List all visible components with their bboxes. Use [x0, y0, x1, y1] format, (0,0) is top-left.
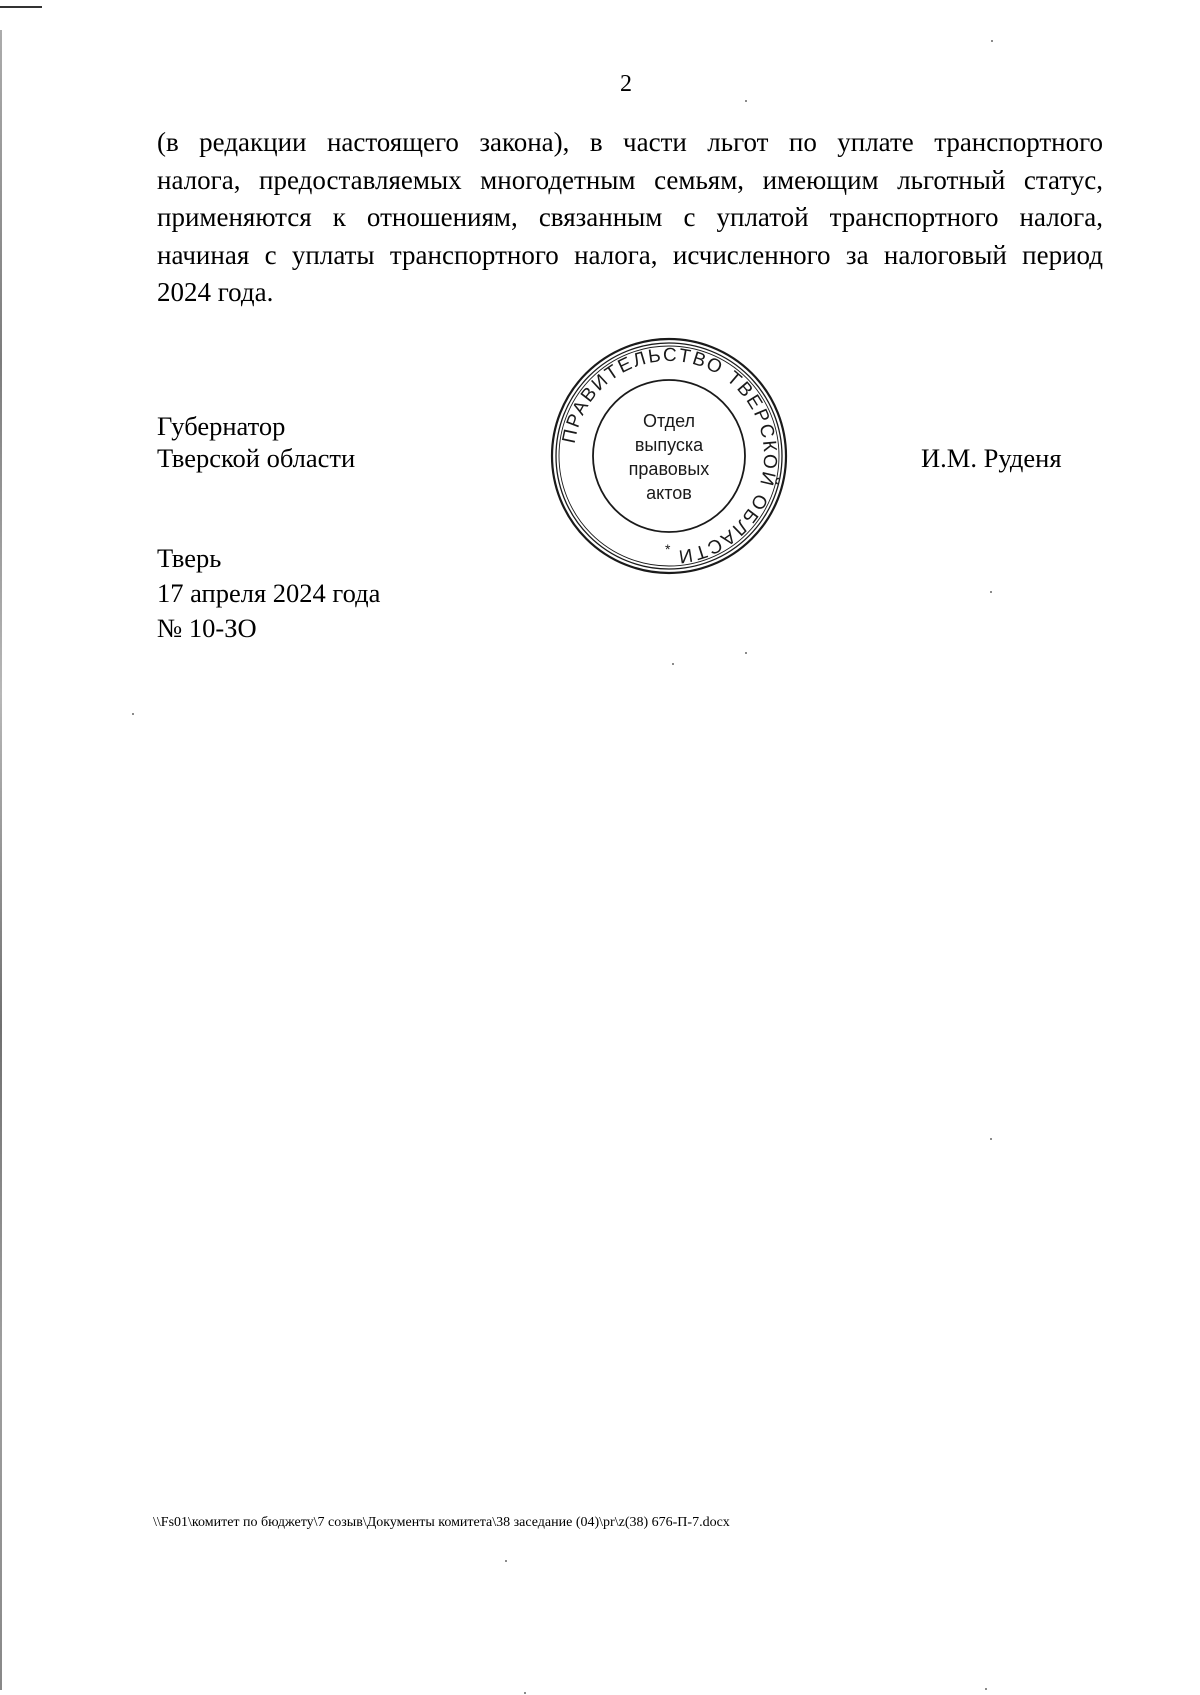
scan-speck	[985, 1688, 987, 1690]
body-line: начиная с уплаты транспортного налога, исчисленного за налоговый период	[157, 239, 1103, 270]
body-line: налога, предоставляемых многодетным семьям, имеющим льготный статус,	[157, 164, 1103, 195]
law-number: № 10-ЗО	[157, 613, 257, 643]
signer-name: И.М. Руденя	[921, 443, 1062, 473]
scan-edge-left	[0, 30, 2, 1690]
stamp-ring-textpath: ПРАВИТЕЛЬСТВО ТВЕРСКОЙ ОБЛАСТИ	[558, 344, 781, 567]
stamp-star: *	[665, 541, 671, 557]
scan-speck	[132, 713, 134, 715]
stamp-center-line: выпуска	[634, 435, 704, 455]
issue-date: 17 апреля 2024 года	[157, 578, 381, 608]
stamp-center-line: правовых	[628, 459, 710, 479]
scan-speck	[745, 652, 747, 654]
issue-city: Тверь	[157, 543, 222, 573]
file-path-footer: \\Fs01\комитет по бюджету\7 созыв\Документы комитета\38 заседание (04)\pr\z(38) 676-П-7.docx	[153, 1515, 730, 1530]
issue-details	[157, 541, 380, 646]
signatory-title-line: Тверской области	[157, 443, 356, 473]
stamp-center-line: актов	[646, 483, 692, 503]
scan-speck	[990, 1138, 992, 1140]
scan-speck	[990, 591, 992, 593]
scan-edge-mark	[0, 6, 42, 8]
scan-speck	[505, 1560, 507, 1562]
signatory-title	[157, 410, 355, 474]
scan-speck	[672, 663, 674, 665]
scan-speck	[991, 40, 993, 42]
official-stamp	[548, 335, 790, 577]
scan-speck	[745, 100, 747, 102]
body-line: применяются к отношениям, связанным с уплатой транспортного налога,	[157, 202, 1103, 233]
scan-speck	[524, 1692, 526, 1694]
stamp-center-line: Отдел	[642, 411, 696, 431]
body-line: (в редакции настоящего закона), в части льгот по уплате транспортного	[157, 127, 1103, 157]
page-number: 2	[620, 71, 632, 97]
body-line: 2024 года.	[157, 277, 274, 308]
signatory-title-line: Губернатор	[157, 411, 286, 441]
body-paragraph	[157, 124, 1103, 312]
